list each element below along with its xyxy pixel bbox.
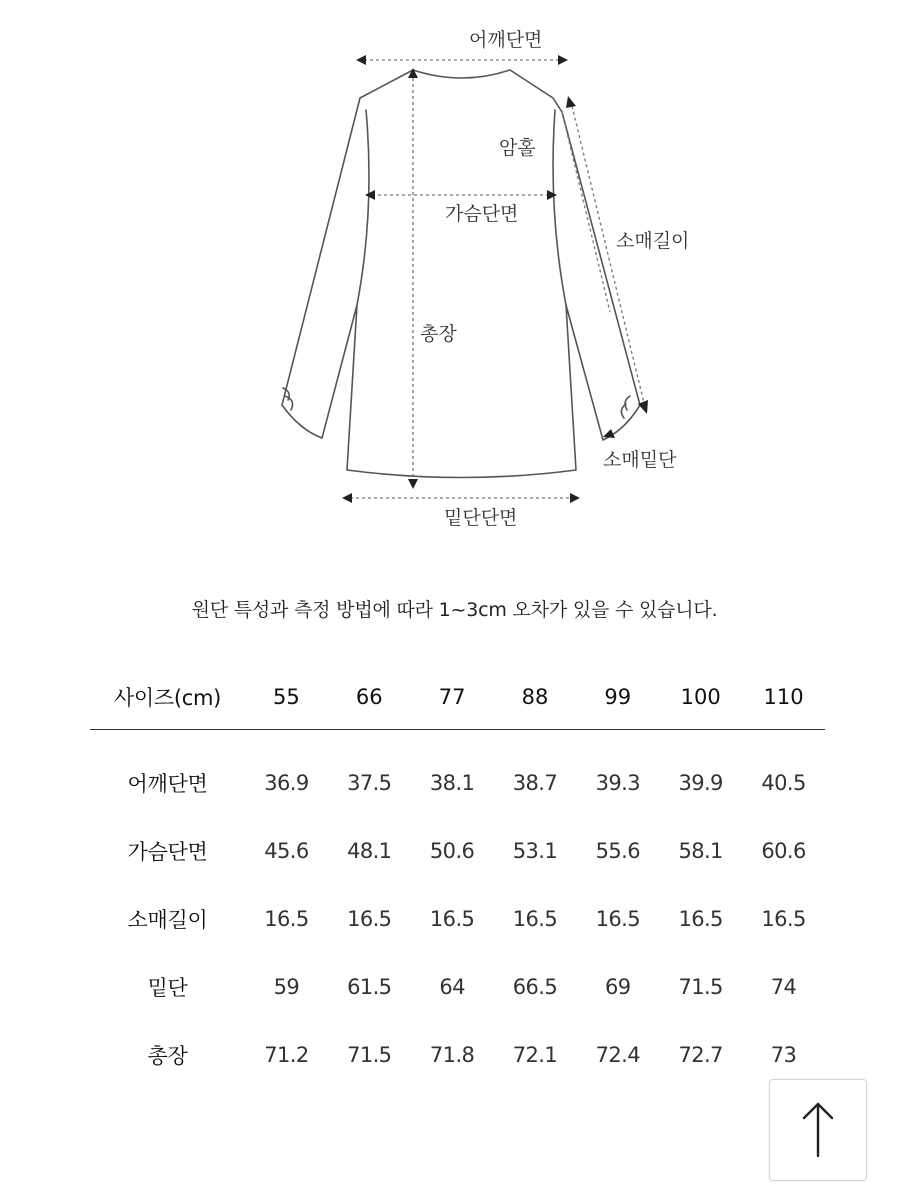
shoulder-label: 어깨단면: [469, 29, 543, 51]
table-cell: 55.6: [595, 839, 640, 863]
table-cell: 71.5: [678, 975, 723, 999]
table-cell: 71.5: [347, 1043, 392, 1067]
size-column-header: 88: [494, 665, 577, 730]
size-column-header: 110: [742, 665, 825, 730]
size-header-label: 사이즈(cm): [90, 665, 245, 730]
table-cell: 72.1: [512, 1043, 558, 1067]
table-cell: 50.6: [429, 839, 475, 863]
size-table: [90, 665, 825, 1089]
table-row: [90, 730, 825, 818]
table-cell: 39.9: [678, 771, 723, 795]
row-label: 총장: [147, 1044, 188, 1068]
table-cell: 72.4: [595, 1043, 640, 1067]
table-row: [90, 817, 825, 885]
table-cell: 36.9: [264, 771, 309, 795]
table-cell: 60.6: [761, 839, 806, 863]
table-cell: 74: [770, 975, 797, 999]
row-label: 어깨단면: [127, 772, 208, 796]
hem-label: 밑단단면: [444, 507, 518, 529]
size-column-header: 99: [576, 665, 659, 730]
row-label: 밑단: [147, 976, 188, 1000]
total-length-label: 총장: [420, 323, 457, 345]
scroll-to-top-button[interactable]: [769, 1079, 867, 1181]
armhole-label: 암홀: [499, 137, 536, 159]
table-cell: 39.3: [595, 771, 640, 795]
garment-measurement-diagram: [0, 0, 909, 560]
size-column-header: 55: [245, 665, 328, 730]
size-column-header: 77: [411, 665, 494, 730]
table-row: [90, 1021, 825, 1089]
chest-label: 가슴단면: [445, 203, 519, 225]
table-cell: 58.1: [678, 839, 723, 863]
table-cell: 37.5: [347, 771, 392, 795]
table-row: [90, 885, 825, 953]
table-cell: 71.8: [429, 1043, 475, 1067]
row-label: 가슴단면: [127, 840, 208, 864]
measurement-tolerance-note: 원단 특성과 측정 방법에 따라 1~3cm 오차가 있을 수 있습니다.: [191, 599, 718, 621]
table-cell: 16.5: [264, 907, 309, 931]
table-cell: 16.5: [761, 907, 806, 931]
table-cell: 59: [273, 975, 300, 999]
table-cell: 69: [605, 975, 631, 999]
table-cell: 16.5: [595, 907, 640, 931]
cuff-label: 소매밑단: [603, 449, 677, 471]
table-cell: 16.5: [347, 907, 392, 931]
table-cell: 66.5: [512, 975, 558, 999]
size-header-row: [90, 665, 825, 730]
row-label: 소매길이: [127, 908, 208, 932]
table-cell: 16.5: [512, 907, 558, 931]
table-cell: 38.1: [429, 771, 475, 795]
table-cell: 72.7: [678, 1043, 723, 1067]
arrow-up-icon: [798, 1098, 838, 1162]
table-cell: 45.6: [264, 839, 309, 863]
table-cell: 16.5: [429, 907, 475, 931]
table-cell: 38.7: [512, 771, 558, 795]
table-cell: 53.1: [512, 839, 558, 863]
size-column-header: 100: [659, 665, 742, 730]
table-cell: 71.2: [264, 1043, 309, 1067]
table-cell: 16.5: [678, 907, 723, 931]
size-column-header: 66: [328, 665, 411, 730]
table-cell: 64: [439, 975, 465, 999]
sleeve-length-label: 소매길이: [616, 230, 690, 252]
table-cell: 48.1: [347, 839, 392, 863]
garment-outline: [0, 0, 909, 560]
table-cell: 61.5: [347, 975, 392, 999]
table-row: [90, 953, 825, 1021]
table-cell: 73: [770, 1043, 797, 1067]
table-cell: 40.5: [761, 771, 806, 795]
